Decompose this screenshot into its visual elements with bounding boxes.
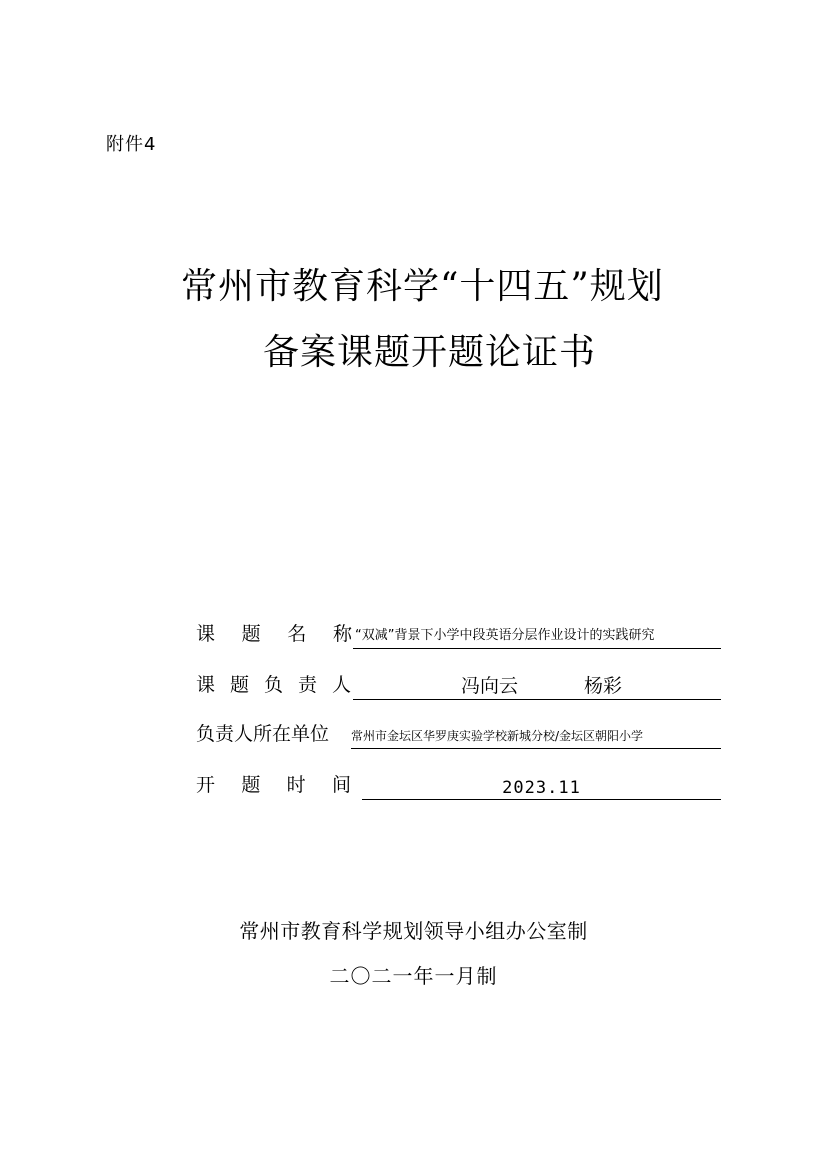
unit-label: 负责人所在单位 <box>196 723 330 745</box>
topic-name-value: “双减”背景下小学中段英语分层作业设计的实践研究 <box>353 624 721 649</box>
topic-name-label-char: 题 <box>241 623 261 645</box>
document-title-line-2: 备案课题开题论证书 <box>263 332 597 373</box>
leader-name-2: 杨彩 <box>584 675 623 697</box>
start-time-label-char: 间 <box>331 774 351 796</box>
topic-name-label-char: 课 <box>196 623 216 645</box>
issuing-organization: 常州市教育科学规划领导小组办公室制 <box>239 919 588 943</box>
start-time-label-char: 题 <box>241 774 261 796</box>
leader-value <box>353 675 721 700</box>
document-title-line-1: 常州市教育科学“十四五”规划 <box>181 266 664 307</box>
leader-label-char: 负 <box>263 674 283 696</box>
topic-name-row <box>196 619 721 649</box>
leader-label-char: 责 <box>297 674 317 696</box>
unit-value: 常州市金坛区华罗庚实验学校新城分校/金坛区朝阳小学 <box>351 724 721 749</box>
topic-name-label <box>196 619 352 649</box>
leader-label-char: 课 <box>196 674 216 696</box>
start-time-value: 2023.11 <box>362 775 721 800</box>
start-time-label-char: 时 <box>286 774 306 796</box>
unit-row <box>196 719 721 749</box>
start-time-row <box>196 770 721 800</box>
issue-date: 二〇二一年一月制 <box>329 964 498 988</box>
leader-label <box>196 670 351 700</box>
topic-name-label-char: 名 <box>287 623 307 645</box>
attachment-label: 附件4 <box>106 134 157 155</box>
start-time-label-char: 开 <box>196 774 216 796</box>
topic-name-label-char: 称 <box>332 623 352 645</box>
leader-name-1: 冯向云 <box>461 675 519 697</box>
leader-label-char: 人 <box>331 674 351 696</box>
start-time-label <box>196 770 351 800</box>
leader-row <box>196 670 721 700</box>
leader-label-char: 题 <box>229 674 249 696</box>
